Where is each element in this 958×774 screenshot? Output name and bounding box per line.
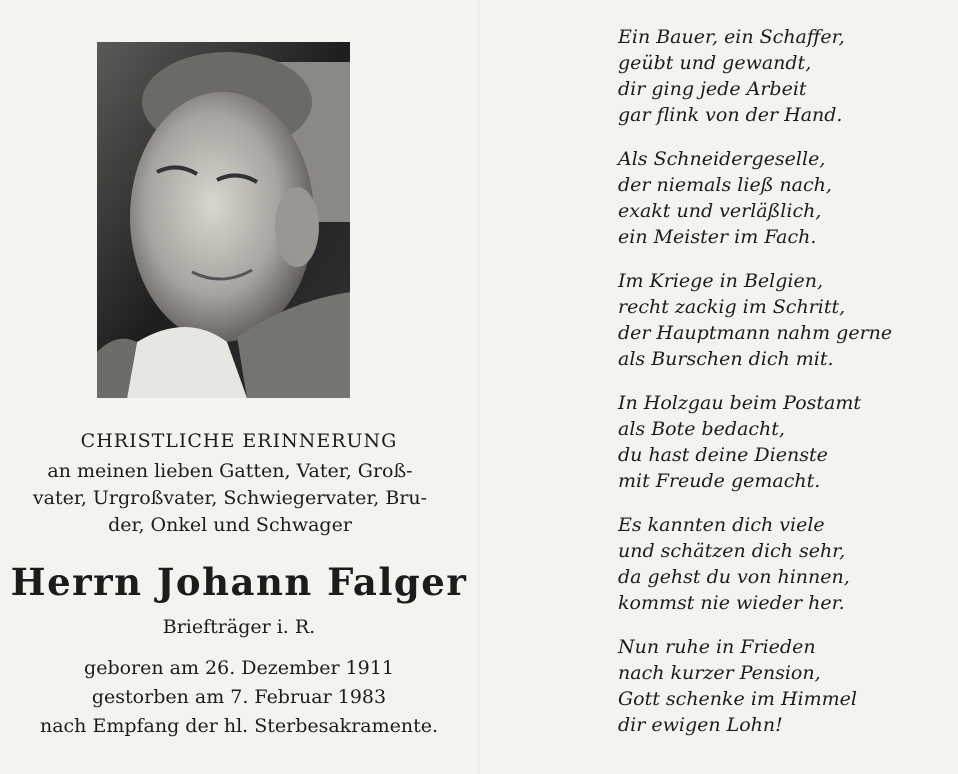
poem-line: da gehst du von hinnen, bbox=[618, 566, 850, 588]
deceased-profession: Briefträger i. R. bbox=[162, 616, 316, 638]
poem-line: geübt und gewandt, bbox=[618, 52, 812, 74]
poem-stanza bbox=[618, 146, 948, 250]
dedication-line: an meinen lieben Gatten, Vater, Groß- bbox=[47, 460, 413, 482]
dedication-line: vater, Urgroßvater, Schwiegervater, Bru- bbox=[32, 487, 428, 509]
poem-line: Gott schenke im Himmel bbox=[618, 688, 857, 710]
poem-line: als Bote bedacht, bbox=[618, 418, 785, 440]
poem-line: Im Kriege in Belgien, bbox=[618, 270, 824, 292]
poem-line: recht zackig im Schritt, bbox=[618, 296, 846, 318]
poem-stanza bbox=[618, 268, 948, 372]
birth-date: geboren am 26. Dezember 1911 bbox=[84, 657, 394, 679]
poem-line: Ein Bauer, ein Schaffer, bbox=[618, 26, 845, 48]
deceased-name: Herrn Johann Falger bbox=[10, 560, 468, 604]
portrait-illustration bbox=[97, 42, 350, 398]
poem-stanza bbox=[618, 390, 948, 494]
memorial-heading: CHRISTLICHE ERINNERUNG bbox=[80, 430, 398, 452]
poem-line: und schätzen dich sehr, bbox=[618, 540, 846, 562]
poem-line: kommst nie wieder her. bbox=[618, 592, 845, 614]
poem-line: dir ewigen Lohn! bbox=[618, 714, 783, 736]
poem-stanza bbox=[618, 634, 948, 738]
poem-line: exakt und verläßlich, bbox=[618, 200, 822, 222]
poem-line: du hast deine Dienste bbox=[618, 444, 828, 466]
life-dates bbox=[0, 654, 478, 741]
poem-line: nach kurzer Pension, bbox=[618, 662, 821, 684]
dedication-line: der, Onkel und Schwager bbox=[108, 514, 352, 536]
poem-stanza bbox=[618, 512, 948, 616]
sacraments-line: nach Empfang der hl. Sterbesakramente. bbox=[39, 715, 439, 737]
poem-line: der Hauptmann nahm gerne bbox=[618, 322, 893, 344]
card-fold bbox=[478, 0, 480, 774]
poem-line: als Burschen dich mit. bbox=[618, 348, 834, 370]
poem-line: In Holzgau beim Postamt bbox=[618, 392, 862, 414]
death-date: gestorben am 7. Februar 1983 bbox=[91, 686, 387, 708]
poem-line: Es kannten dich viele bbox=[618, 514, 825, 536]
portrait-photo bbox=[97, 42, 350, 398]
poem-line: dir ging jede Arbeit bbox=[618, 78, 807, 100]
poem-line: mit Freude gemacht. bbox=[618, 470, 821, 492]
poem-line: Nun ruhe in Frieden bbox=[618, 636, 816, 658]
poem-line: der niemals ließ nach, bbox=[618, 174, 832, 196]
poem-line: gar flink von der Hand. bbox=[618, 104, 843, 126]
poem-line: ein Meister im Fach. bbox=[618, 226, 817, 248]
dedication-text bbox=[10, 458, 450, 539]
poem-line: Als Schneidergeselle, bbox=[618, 148, 826, 170]
memorial-poem bbox=[618, 24, 948, 756]
poem-stanza bbox=[618, 24, 948, 128]
